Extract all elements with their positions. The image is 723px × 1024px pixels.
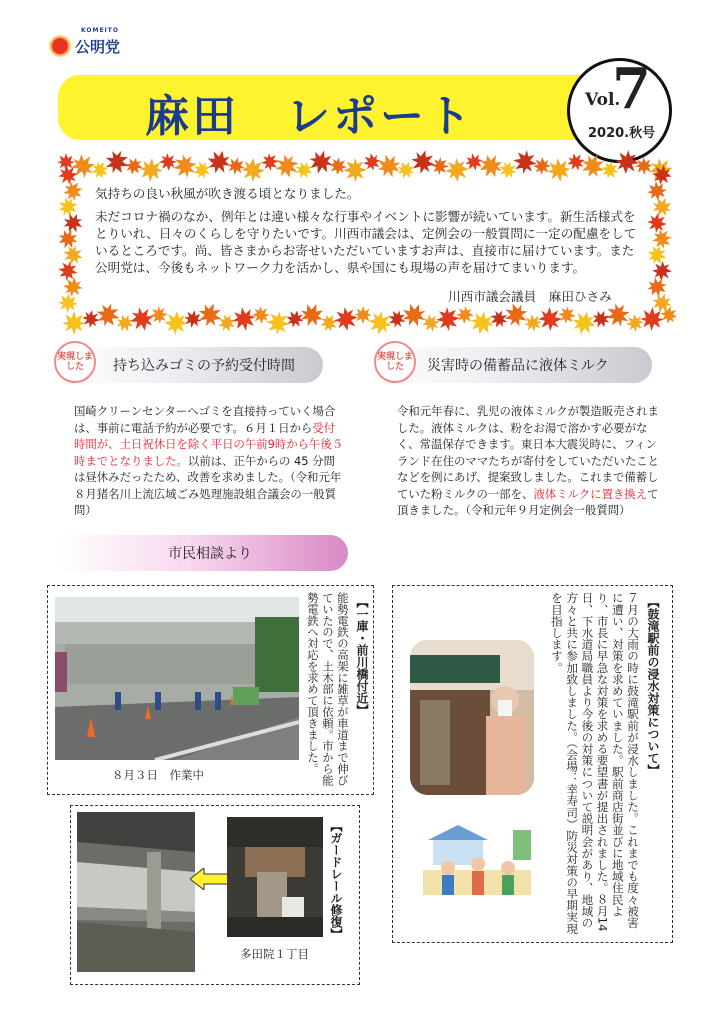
milk-text-2: て頂きました。（令和元年９月定例会一般質問）	[397, 486, 659, 517]
maple-leaf-icon	[149, 305, 169, 325]
heading-tsuzumigataki: 【鼓滝駅前の浸水対策について】	[646, 596, 660, 776]
greeting-message	[95, 185, 640, 282]
illustration-meeting	[418, 820, 536, 915]
maple-leaf-icon	[523, 313, 544, 334]
maple-leaf-icon	[203, 150, 235, 178]
maple-leaf-icon	[57, 292, 78, 313]
section-title-consultation: 市民相談より	[168, 546, 252, 562]
maple-leaf-icon	[557, 305, 577, 325]
maple-leaf-icon	[138, 157, 164, 183]
caption-roadwork: ８月３日 作業中	[112, 768, 204, 782]
maple-leaf-icon	[374, 151, 404, 181]
maple-leaf-icon	[230, 305, 258, 333]
maple-leaf-icon	[419, 311, 444, 335]
section-title-garbage: 持ち込みゴミの予約受付時間	[113, 358, 295, 374]
page-title: 麻田 レポート	[145, 91, 474, 142]
maple-leaf-icon	[546, 157, 573, 184]
garbage-text-2: 以前は、正午からの 45 分間は昼休みだったため、改善を求めました。（令和元年８月猪名川上流広域ごみ処理施設組合議会の一般質問）	[74, 453, 342, 517]
garbage-article	[74, 403, 344, 519]
garbage-text-highlight: 受付時間が、土日祝休日を除く平日の午前9時から午後５時までとなりました。	[74, 420, 344, 468]
garbage-text-1: 国崎クリーンセンターへゴミを直接持っていく場合は、事前に電話予約が必要です。６月１日から	[74, 404, 336, 435]
maple-leaf-icon	[452, 302, 477, 327]
arrow-left-icon	[190, 868, 230, 890]
maple-leaf-icon	[650, 227, 673, 250]
milk-article	[397, 403, 662, 519]
maple-leaf-icon	[61, 179, 85, 203]
maple-leaf-icon	[89, 159, 111, 181]
heading-guardrail: 【ガードレール修復】	[329, 820, 343, 940]
maple-leaf-icon	[318, 312, 340, 334]
body-ichiko: 能勢電鉄の高架に雑草が車道まで伸びていたので、土木部に依頼。市から能勢電鉄へ対応を求めて頂きました。	[306, 592, 350, 786]
logo-name: 公明党	[75, 37, 121, 56]
maple-leaf-icon	[62, 311, 86, 335]
maple-leaf-icon	[56, 259, 80, 283]
maple-leaf-icon	[430, 156, 449, 175]
photo-guardrail-before	[77, 812, 195, 972]
maple-leaf-icon	[435, 306, 461, 332]
sun-icon	[48, 34, 72, 58]
maple-leaf-icon	[215, 311, 239, 335]
maple-leaf-icon	[610, 150, 644, 179]
maple-leaf-icon	[648, 257, 676, 285]
achieved-badge: 実現しました	[374, 341, 416, 383]
maple-leaf-icon	[646, 180, 668, 202]
body-tsuzumigataki: ７月の大雨の時に鼓滝駅前が浸水しました。これまでも度々被害に遭い、対策を求めていました。駅前商店街並びに地域住民より、市長に早急な対策を求める要望書が提出されました。８月14日、下水道局職員より今後の対策について説明会があり、地域の方々と共に参加致しました。（会場：幸寿司）防災対策の早期実現を目指します。	[549, 592, 640, 935]
maple-leaf-icon	[406, 150, 439, 179]
signature: 川西市議会議員 麻田ひさみ	[448, 289, 612, 304]
milk-text-highlight: 液体ミルクに置き換え	[533, 486, 648, 501]
greeting-paragraph-2: 未だコロナ禍のなか、例年とは違い様々な行事やイベントに影響が続いています。新生活様式をとりいれ、日々のくらしを守りたいです。川西市議会は、定例会の一般質問に一定の配慮をしているところです。尚、皆さまからお寄せいただいていますお声は、直接市に届けています。また公明党は、今後もネットワーク力を活かし、県や国にも現場の声を届けてまいります。	[95, 209, 637, 275]
section-header-consultation	[58, 535, 348, 571]
maple-leaf-icon	[125, 302, 158, 335]
maple-leaf-icon	[589, 307, 613, 331]
maple-leaf-icon	[190, 158, 214, 182]
maple-leaf-icon	[635, 157, 654, 176]
section-title-milk: 災害時の備蓄品に液体ミルク	[427, 358, 609, 374]
section-header-garbage	[58, 347, 323, 383]
photo-guardrail-after	[227, 817, 323, 937]
maple-leaf-icon	[645, 275, 669, 299]
maple-leaf-icon	[56, 226, 81, 252]
maple-leaf-icon	[292, 158, 315, 181]
maple-leaf-icon	[113, 311, 136, 334]
volume-number: 7	[612, 56, 651, 122]
milk-text-1: 令和元年春に、乳児の液体ミルクが製造販売されました。液体ミルクは、粉をお湯で溶かす必要がなく、常温保存できます。東日本大震災時に、フィンランド在住のママたちが寄付をしていただいたことなどを例にあげ、提案致しました。これまで備蓄していた粉ミルクの一部を、	[397, 404, 659, 501]
logo-small-text: KOMEITO	[81, 26, 119, 34]
issue-label: 2020.秋号	[588, 126, 656, 141]
photo-roadwork	[55, 597, 299, 760]
maple-leaf-icon	[649, 194, 675, 220]
volume-label: Vol.	[585, 90, 621, 110]
maple-leaf-icon	[343, 158, 367, 182]
maple-leaf-icon	[171, 152, 199, 180]
achieved-badge: 実現しました	[54, 341, 96, 383]
greeting-paragraph-1: 気持ちの良い秋風が吹き渡る頃となりました。	[95, 186, 360, 201]
caption-guardrail: 多田院１丁目	[240, 947, 309, 961]
maple-leaf-icon	[265, 310, 291, 335]
photo-shop-front	[410, 640, 534, 795]
maple-leaf-icon	[529, 153, 554, 178]
maple-leaf-icon	[511, 150, 538, 176]
komeito-logo	[48, 26, 121, 60]
heading-ichiko: 【一庫・前川橋付近】	[355, 596, 369, 716]
maple-leaf-icon	[226, 156, 247, 177]
